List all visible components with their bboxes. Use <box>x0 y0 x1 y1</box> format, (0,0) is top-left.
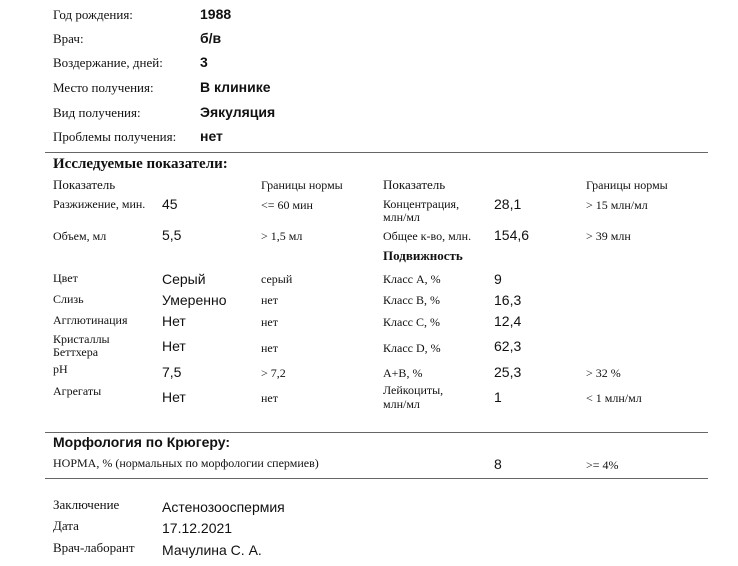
table-row-value: 1 <box>494 389 502 405</box>
table-row-name: Цвет <box>53 271 78 285</box>
table-row-norm: > 32 % <box>586 366 621 380</box>
table-row-norm: серый <box>261 272 293 286</box>
table-row-name: Класс A, % <box>383 272 441 286</box>
table-row-norm: < 1 млн/мл <box>586 391 642 405</box>
table-row-value: Нет <box>162 313 186 329</box>
doctor-value: б/в <box>200 30 222 46</box>
table-row-name: Агглютинация <box>53 313 128 327</box>
table-row-value: Серый <box>162 271 206 287</box>
morphology-norm: >= 4% <box>586 458 619 472</box>
table-row-name: Класс B, % <box>383 293 440 307</box>
right-norm-header: Границы нормы <box>586 178 668 192</box>
divider <box>45 152 708 153</box>
conclusion-value: Астенозооспермия <box>162 499 285 515</box>
table-row-value: 28,1 <box>494 196 522 212</box>
table-row-name: Агрегаты <box>53 384 102 398</box>
table-row-value: 7,5 <box>162 364 182 380</box>
table-row-norm: нет <box>261 293 278 307</box>
table-row-name: Класс D, % <box>383 341 441 355</box>
table-row-value: 25,3 <box>494 364 522 380</box>
divider <box>45 478 708 479</box>
table-row-norm: > 39 млн <box>586 229 631 243</box>
birth-year-label: Год рождения: <box>53 7 133 22</box>
abstinence-label: Воздержание, дней: <box>53 55 163 70</box>
morphology-value: 8 <box>494 456 502 472</box>
date-label: Дата <box>53 518 79 533</box>
collection-place-label: Место получения: <box>53 80 154 95</box>
collection-method-label: Вид получения: <box>53 105 141 120</box>
collection-problems-value: нет <box>200 128 223 144</box>
section-title: Исследуемые показатели: <box>53 156 228 172</box>
table-row-norm: нет <box>261 341 278 355</box>
abstinence-value: 3 <box>200 54 208 70</box>
table-row-norm: нет <box>261 315 278 329</box>
table-row-name: A+B, % <box>383 366 423 380</box>
date-value: 17.12.2021 <box>162 520 233 536</box>
table-row-value: 45 <box>162 196 178 212</box>
collection-method-value: Эякуляция <box>200 104 276 120</box>
conclusion-label: Заключение <box>53 497 120 512</box>
table-row-value: Нет <box>162 389 186 405</box>
table-row-name: Лейкоциты, млн/мл <box>383 383 444 411</box>
collection-problems-label: Проблемы получения: <box>53 129 177 144</box>
lab-doctor-label: Врач-лаборант <box>53 540 135 555</box>
table-row-norm: > 15 млн/мл <box>586 198 648 212</box>
table-row-name: Класс C, % <box>383 315 440 329</box>
lab-doctor-value: Мачулина С. А. <box>162 542 262 558</box>
table-row-value: 12,4 <box>494 313 522 329</box>
left-norm-header: Границы нормы <box>261 178 343 192</box>
table-row-name: Объем, мл <box>53 229 107 243</box>
table-row-name: Слизь <box>53 292 84 306</box>
morphology-label: НОРМА, % (нормальных по морфологии спермиев) <box>53 456 319 470</box>
table-row-value: 62,3 <box>494 338 522 354</box>
collection-place-value: В клинике <box>200 79 271 95</box>
birth-year-value: 1988 <box>200 6 232 22</box>
table-row-value: 5,5 <box>162 227 182 243</box>
left-indicator-header: Показатель <box>53 177 116 192</box>
table-row-value: 9 <box>494 271 502 287</box>
morphology-title: Морфология по Крюгеру: <box>53 434 230 450</box>
table-row-norm: > 1,5 мл <box>261 229 303 243</box>
table-row-value: Нет <box>162 338 186 354</box>
table-row-name: Концентрация, млн/мл <box>383 197 460 224</box>
table-row-norm: нет <box>261 391 278 405</box>
table-row-name: Кристаллы Беттхера <box>53 332 110 359</box>
table-row-name: pH <box>53 362 68 376</box>
table-row-norm: > 7,2 <box>261 366 286 380</box>
table-row-name: Разжижение, мин. <box>53 197 146 211</box>
table-row-value: 154,6 <box>494 227 530 243</box>
table-row-value: 16,3 <box>494 292 522 308</box>
doctor-label: Врач: <box>53 31 84 46</box>
right-indicator-header: Показатель <box>383 177 446 192</box>
table-row-name: Общее к-во, млн. <box>383 229 472 243</box>
table-row-norm: <= 60 мин <box>261 198 313 212</box>
motility-title: Подвижность <box>383 248 463 263</box>
table-row-value: Умеренно <box>162 292 227 308</box>
divider <box>45 432 708 433</box>
